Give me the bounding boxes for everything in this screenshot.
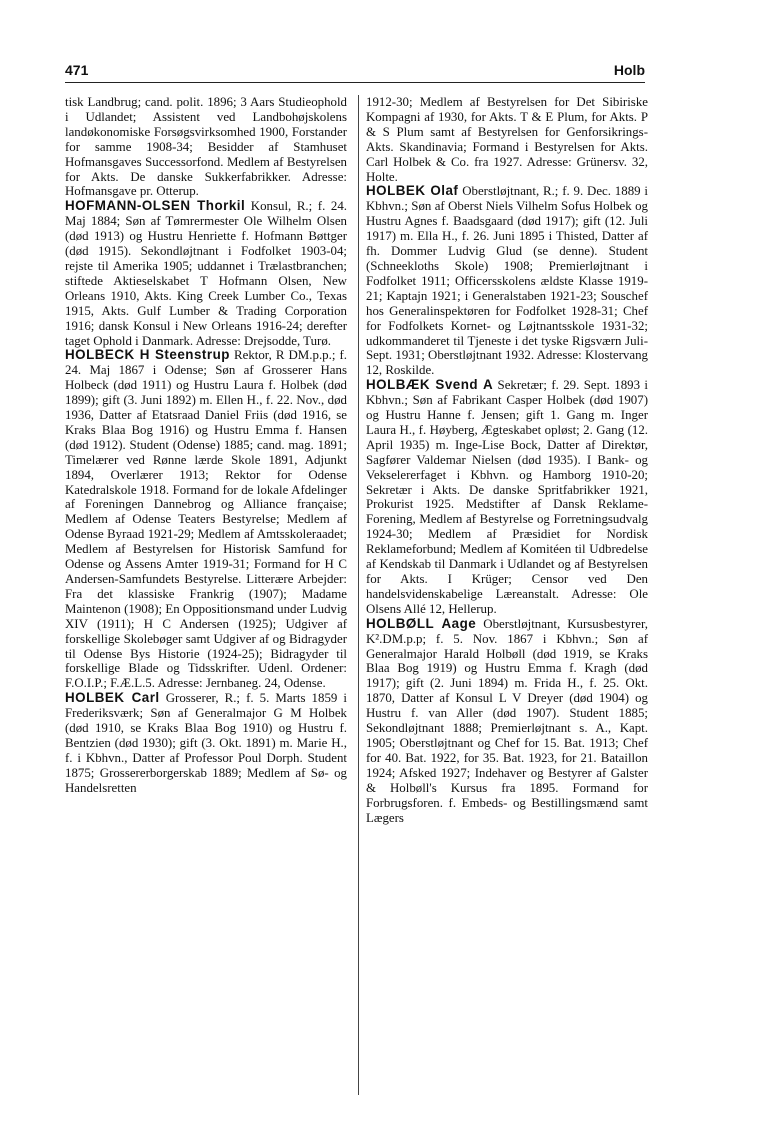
entry-body: Oberstløjtnant, R.; f. 9. Dec. 1889 i Kbhvn.; Søn af Oberst Niels Vilhelm Sofus Holbek og Hustru Agnes f. Baadsgaard (død 1917); gift (12. Juli 1917) m. Ella H., f. 26. Juni 1895 i Thisted, Datter af fh. Dommer Ludvig Glud (se denne). Student (Schneekloths Skole) 1908; Premierløjtnant i Fodfolket 1911; Officersskolens ældste Klasse 1919-21; Kaptajn 1921; i Generalstaben 1921-23; Souschef hos Generalinspektøren for Fodfolket 1928-31; Chef for Fodfolkets Kornet- og Løjtnantsskole 1931-32; udkommanderet til Tjeneste i det tyske Rigsværn Juli-Sept. 1931; Oberstløjtnant 1932. Adresse: Klostervang 12, Roskilde. xyxy=(366,184,648,378)
entry xyxy=(366,617,648,826)
entry xyxy=(366,184,648,378)
entry-body: 1912-30; Medlem af Bestyrelsen for Det Sibiriske Kompagni af 1930, for Akts. T & E Plum, for Akts. P & S Plum samt af Bestyrelsen for Genforsikrings-Akts. Skandinavia; Formand i Bestyrelsen for Akts. Carl Holbek & Co. fra 1927. Adresse: Grünersv. 32, Holte. xyxy=(366,95,648,184)
entry xyxy=(366,378,648,617)
column-divider xyxy=(358,95,359,1095)
entry-body: Grosserer, R.; f. 5. Marts 1859 i Frederiksværk; Søn af Generalmajor G M Holbek (død 1910, se Kraks Blaa Bog 1910) og Hustru f. Bentzien (død 1930); gift (3. Okt. 1891) m. Marie H., f. i Kbhvn., Datter af Professor Poul Dorph. Student 1875; Grossererborgerskab 1889; Medlem af Sø- og Handelsretten xyxy=(65,691,347,795)
entry-head: HOLBEK Olaf xyxy=(366,183,459,199)
entry-head: HOLBEK Carl xyxy=(65,690,160,706)
running-head: Holb xyxy=(613,62,645,78)
entry-head: HOLBØLL Aage xyxy=(366,615,477,631)
entry-head: HOFMANN-OLSEN Thorkil xyxy=(65,198,246,214)
entry-body: tisk Landbrug; cand. polit. 1896; 3 Aars Studieophold i Udlandet; Assistent ved Landbohøjskolens landøkonomiske Forsøgsvirksomhed 1900, Forstander for samme 1908-34; Besidder af Stamhuset Hofmansgaves Successorfond. Medlem af Bestyrelsen for Akts. De danske Sukkerfabrikker. Adresse: Hofmansgave pr. Otterup. xyxy=(65,95,347,199)
entry xyxy=(65,348,347,691)
entry-body: Konsul, R.; f. 24. Maj 1884; Søn af Tømrermester Ole Wilhelm Olsen (død 1913) og Hustru Henriette f. Hofmann Bøttger (død 1915). Sekondløjtnant i Fodfolket 1903-04; rejste til Amerika 1905; uddannet i Trælastbranchen; stiftede Aktieselskabet T Hofmann Olsen, New Orleans 1910, Akts. King Creek Lumber Co., Texas 1915, Akts. Gulf Lumber & Trading Corporation 1916; dansk Konsul i New Orleans 1916-24; derefter taget Ophold i Danmark. Adresse: Drejsodde, Turø. xyxy=(65,199,347,348)
page-number: 471 xyxy=(65,62,89,78)
entry-body: Oberstløjtnant, Kursusbestyrer, K².DM.p.p; f. 5. Nov. 1867 i Kbhvn.; Søn af Generalmajor Harald Holbøll (død 1919, se Kraks Blaa Bog 1919) og Hustru Emma f. Kragh (død 1917); gift (2. Juni 1894) m. Frida H., f. 25. Okt. 1870, Datter af Konsul L V Dreyer (død 1904) og Hustru f. van Aller (død 1907). Student 1885; Sekondløjtnant 1888; Premierløjtnant s. A., Kapt. 1905; Oberstløjtnant og Chef for 15. Bat. 1913; Chef for 40. Bat. 1922, for 35. Bat. 1923, for 21. Bataillon 1924; Afsked 1927; Indehaver og Bestyrer af Galster & Holbøll's Kursus fra 1895. Formand for Forbrugsforen. f. Embeds- og Bestillingsmænd samt Lægers xyxy=(366,616,648,825)
right-column xyxy=(366,95,648,825)
entry xyxy=(65,95,347,199)
page-header xyxy=(65,60,645,83)
left-column xyxy=(65,95,347,796)
entry xyxy=(366,95,648,184)
entry-body: Rektor, R DM.p.p.; f. 24. Maj 1867 i Odense; Søn af Grosserer Hans Holbeck (død 1911) og Hustru Laura f. Holbek (død 1899); gift (3. Juni 1892) m. Ellen H., f. 22. Nov., død 1936, Datter af Etatsraad Daniel Friis (død 1916, se Kraks Blaa Bog 1916) og Hustru Emma f. Hansen (død 1912). Student (Odense) 1885; cand. mag. 1891; Timelærer ved Rønne lærde Skole 1891, Adjunkt 1894, Overlærer 1913; Rektor for Odense Katedralskole 1918. Formand for de lokale Afdelinger af Foreningen Dannebrog og Alliance française; Medlem af Odense Teaters Bestyrelse; Medlem af Odense Byraad 1921-29; Medlem af Amtsskoleraadet; Medlem af Bestyrelsen for Historisk Samfund for Odense og Assens Amter 1919-31; Formand for H C Andersen-Samfundets Bestyrelse. Litterære Arbejder: Fra det klassiske Frankrig (1907); Madame Maintenon (1908); En Oppositionsmand under Ludvig XIV (1911); H C Andersen (1925); Udgiver af forskellige Skolebøger samt Udgiver af og Bidragyder til Odense Bys Historie (1924-25); Bidragyder til forskellige Blade og Tidsskrifter. Udenl. Ordener: F.O.I.P.; F.Æ.L.5. Adresse: Jernbaneg. 24, Odense. xyxy=(65,348,347,691)
entry xyxy=(65,199,347,348)
entry-head: HOLBÆK Svend A xyxy=(366,377,494,393)
entry-head: HOLBECK H Steenstrup xyxy=(65,347,230,363)
entry-body: Sekretær; f. 29. Sept. 1893 i Kbhvn.; Søn af Fabrikant Casper Holbek (død 1907) og Hustru Hanne f. Jensen; gift 1. Gang m. Inger Laura H., f. Høyberg, Ægteskabet opløst; 2. Gang (12. April 1935) m. Inge-Lise Bock, Datter af Direktør, Sagfører Valdemar Nielsen (død 1935). I Bank- og Vekselererfaget i Kbhvn. og Hamborg 1910-20; Sekretær i Akts. De danske Spritfabrikker 1921, Prokurist 1925. Medstifter af Dansk Reklame-Forening, Medlem af Bestyrelse og Forretningsudvalg 1924-30; Medlem af Præsidiet for Nordisk Reklameforbund; Medlem af Komitéen til Udbredelse af Kendskab til Danmark i Udlandet og af Bestyrelsen for Akts. I Krüger; Censor ved Den handelsvidenskabelige Læreanstalt. Adresse: Ole Olsens Allé 12, Hellerup. xyxy=(366,378,649,616)
entry xyxy=(65,691,347,795)
